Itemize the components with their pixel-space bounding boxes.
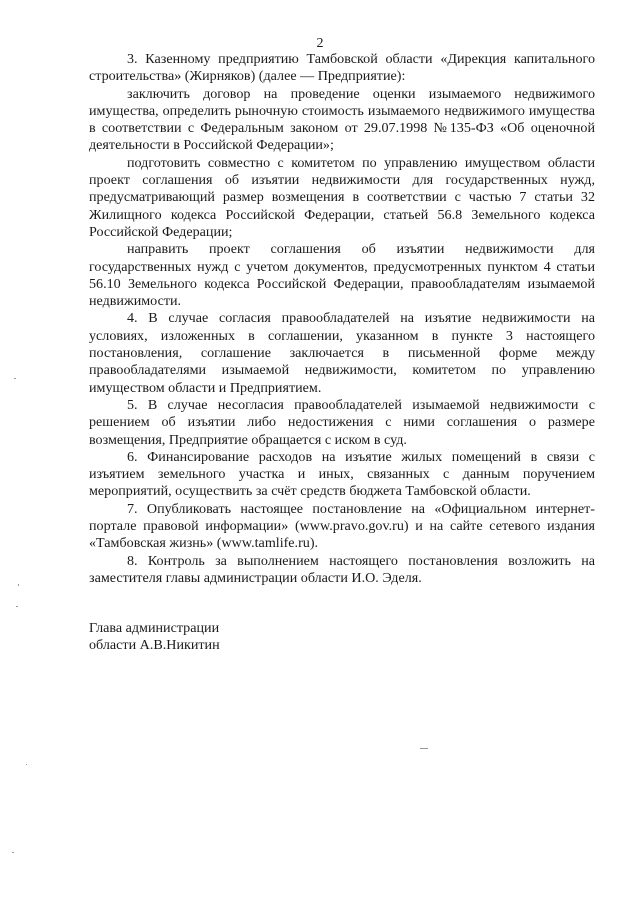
scan-speck [14, 378, 16, 379]
scan-speck [18, 584, 19, 586]
scan-speck [420, 748, 428, 749]
signature-block [89, 620, 220, 655]
paragraph-item-5: 5. В случае несогласия правообладателей изымаемой недвижимости с решением об изъятии либо недостижения с ними соглашения о размере возмещения, Предприятие обращается с иском в суд. [89, 396, 595, 448]
paragraph-item-8: 8. Контроль за выполнением настоящего постановления возложить на заместителя главы администрации области И.О. Эделя. [89, 552, 595, 586]
paragraph-item-7: 7. Опубликовать настоящее постановление на «Официальном интернет-портале правовой информации» (www.pravo.gov.ru) и на сайте сетевого издания «Тамбовская жизнь» (www.tamlife.ru). [89, 500, 595, 552]
paragraph-item-6: 6. Финансирование расходов на изъятие жилых помещений в связи с изъятием земельного участка и иных, связанных с данным поручением мероприятий, осуществить за счёт средств бюджета Тамбовской области. [89, 448, 595, 500]
paragraph-item-3-send-draft: направить проект соглашения об изъятии недвижимости для государственных нужд с учетом документов, предусмотренных пунктом 4 статьи 56.10 Земельного кодекса Российской Федерации, правообладателям изымаемой недвижимости. [89, 241, 595, 310]
signature-name: области А.В.Никитин [89, 637, 220, 654]
signature-position: Глава администрации [89, 620, 220, 636]
paragraph-item-4: 4. В случае согласия правообладателей на изъятие недвижимости на условиях, изложенных в соглашении, указанном в пункте 3 настоящего постановления, соглашение заключается в письменной форме между правообладателями изымаемой недвижимости, комитетом по управлению имуществом области и Предприятием. [89, 310, 595, 396]
scan-speck [26, 764, 27, 765]
paragraph-item-3-appraisal: заключить договор на проведение оценки изымаемого недвижимого имущества, определить рыночную стоимость изымаемого недвижимого имущества в соответствии с Федеральным законом от 29.07.1998 №135-ФЗ «Об оценочной деятельности в Российской Федерации»; [89, 85, 595, 154]
paragraph-item-3: 3. Казенному предприятию Тамбовской области «Дирекция капитального строительства» (Жирняков) (далее — Предприятие): [89, 51, 595, 85]
page-number: 2 [316, 36, 324, 51]
document-body [89, 51, 595, 587]
scan-speck [16, 606, 18, 607]
paragraph-item-3-agreement-draft: подготовить совместно с комитетом по управлению имуществом области проект соглашения об изъятии недвижимости для государственных нужд, предусматривающий размер возмещения в соответствии с частью 7 статьи 32 Жилищного кодекса Российской Федерации, статьей 56.8 Земельного кодекса Российской Федерации; [89, 154, 595, 240]
scan-speck [12, 852, 14, 853]
